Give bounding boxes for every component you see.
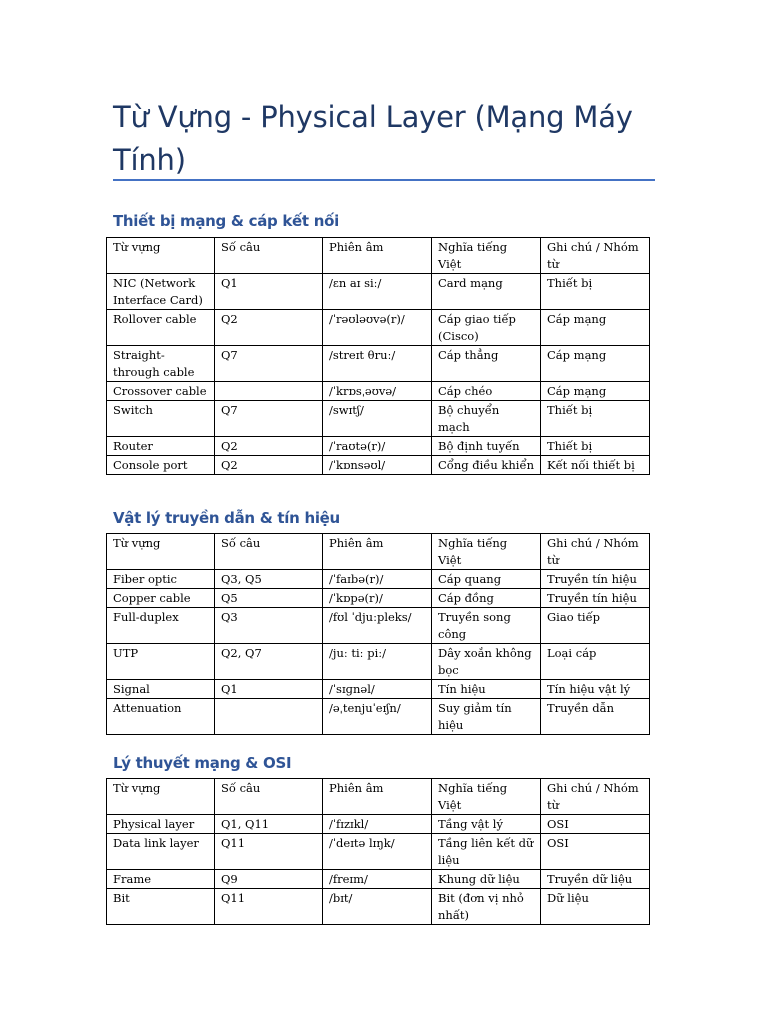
vocab-table-devices	[106, 237, 650, 475]
cell-vietnamese-meaning: Tín hiệu	[432, 680, 541, 699]
vocab-table-transmission	[106, 533, 650, 735]
cell-question-number: Q2, Q7	[215, 644, 323, 680]
cell-pronunciation: /ˈkɒpə(r)/	[323, 589, 432, 608]
cell-vietnamese-meaning: Bộ định tuyến	[432, 437, 541, 456]
cell-term: Router	[107, 437, 215, 456]
cell-vietnamese-meaning: Cáp thẳng	[432, 346, 541, 382]
table-row	[107, 644, 650, 680]
header-cell-question-number: Số câu	[215, 238, 323, 274]
page-title: Từ Vựng - Physical Layer (Mạng Máy Tính)	[113, 100, 633, 177]
cell-question-number	[215, 699, 323, 735]
cell-term: UTP	[107, 644, 215, 680]
title-underline	[113, 179, 655, 181]
table-row	[107, 699, 650, 735]
cell-note-group: Truyền tín hiệu	[541, 589, 650, 608]
cell-term: Rollover cable	[107, 310, 215, 346]
table-row	[107, 456, 650, 475]
cell-term: Switch	[107, 401, 215, 437]
cell-term: Fiber optic	[107, 570, 215, 589]
header-cell-term: Từ vựng	[107, 238, 215, 274]
header-cell-question-number: Số câu	[215, 779, 323, 815]
cell-vietnamese-meaning: Truyền song công	[432, 608, 541, 644]
cell-question-number: Q11	[215, 889, 323, 925]
cell-term: Signal	[107, 680, 215, 699]
cell-note-group: Loại cáp	[541, 644, 650, 680]
header-cell-question-number: Số câu	[215, 534, 323, 570]
header-cell-term: Từ vựng	[107, 534, 215, 570]
cell-pronunciation: /streɪt θruː/	[323, 346, 432, 382]
cell-term: NIC (Network Interface Card)	[107, 274, 215, 310]
header-cell-vietnamese-meaning: Nghĩa tiếng Việt	[432, 779, 541, 815]
table-row	[107, 382, 650, 401]
cell-pronunciation: /freɪm/	[323, 870, 432, 889]
cell-vietnamese-meaning: Cáp đồng	[432, 589, 541, 608]
cell-pronunciation: /swɪtʃ/	[323, 401, 432, 437]
cell-question-number: Q11	[215, 834, 323, 870]
cell-vietnamese-meaning: Suy giảm tín hiệu	[432, 699, 541, 735]
cell-pronunciation: /bɪt/	[323, 889, 432, 925]
cell-note-group: Cáp mạng	[541, 382, 650, 401]
table-row	[107, 870, 650, 889]
table-row	[107, 834, 650, 870]
cell-pronunciation: /ˈfɪzɪkl/	[323, 815, 432, 834]
cell-vietnamese-meaning: Cáp chéo	[432, 382, 541, 401]
cell-term: Bit	[107, 889, 215, 925]
cell-vietnamese-meaning: Cáp giao tiếp (Cisco)	[432, 310, 541, 346]
cell-question-number	[215, 382, 323, 401]
cell-question-number: Q5	[215, 589, 323, 608]
section-heading-devices: Thiết bị mạng & cáp kết nối	[113, 212, 339, 230]
cell-vietnamese-meaning: Card mạng	[432, 274, 541, 310]
table-row	[107, 570, 650, 589]
cell-question-number: Q1, Q11	[215, 815, 323, 834]
cell-vietnamese-meaning: Bit (đơn vị nhỏ nhất)	[432, 889, 541, 925]
header-cell-term: Từ vựng	[107, 779, 215, 815]
cell-note-group: Truyền dẫn	[541, 699, 650, 735]
cell-note-group: Kết nối thiết bị	[541, 456, 650, 475]
table-row	[107, 815, 650, 834]
cell-question-number: Q9	[215, 870, 323, 889]
table-header-row	[107, 534, 650, 570]
cell-note-group: Cáp mạng	[541, 310, 650, 346]
cell-question-number: Q2	[215, 456, 323, 475]
header-cell-pronunciation: Phiên âm	[323, 779, 432, 815]
cell-term: Console port	[107, 456, 215, 475]
cell-pronunciation: /ˈfaɪbə(r)/	[323, 570, 432, 589]
cell-pronunciation: /ɛn aɪ siː/	[323, 274, 432, 310]
cell-pronunciation: /ˈsɪɡnəl/	[323, 680, 432, 699]
cell-term: Physical layer	[107, 815, 215, 834]
table-row	[107, 310, 650, 346]
cell-pronunciation: /əˌtenjuˈeɪʃn/	[323, 699, 432, 735]
cell-vietnamese-meaning: Dây xoắn không bọc	[432, 644, 541, 680]
cell-question-number: Q2	[215, 437, 323, 456]
cell-term: Straight-through cable	[107, 346, 215, 382]
section-heading-osi: Lý thuyết mạng & OSI	[113, 754, 292, 772]
cell-note-group: OSI	[541, 815, 650, 834]
cell-note-group: Thiết bị	[541, 401, 650, 437]
cell-question-number: Q2	[215, 310, 323, 346]
cell-question-number: Q1	[215, 274, 323, 310]
cell-note-group: Truyền tín hiệu	[541, 570, 650, 589]
cell-note-group: Thiết bị	[541, 437, 650, 456]
cell-note-group: Tín hiệu vật lý	[541, 680, 650, 699]
cell-vietnamese-meaning: Cáp quang	[432, 570, 541, 589]
cell-term: Frame	[107, 870, 215, 889]
cell-question-number: Q1	[215, 680, 323, 699]
cell-pronunciation: /juː tiː piː/	[323, 644, 432, 680]
cell-pronunciation: /ˈrəʊləʊvə(r)/	[323, 310, 432, 346]
cell-vietnamese-meaning: Tầng vật lý	[432, 815, 541, 834]
cell-term: Copper cable	[107, 589, 215, 608]
cell-pronunciation: /ˈraʊtə(r)/	[323, 437, 432, 456]
cell-vietnamese-meaning: Bộ chuyển mạch	[432, 401, 541, 437]
vocab-table-osi	[106, 778, 650, 925]
cell-term: Full-duplex	[107, 608, 215, 644]
cell-note-group: Truyền dữ liệu	[541, 870, 650, 889]
table-header-row	[107, 779, 650, 815]
table-header-row	[107, 238, 650, 274]
table-row	[107, 346, 650, 382]
cell-vietnamese-meaning: Khung dữ liệu	[432, 870, 541, 889]
cell-note-group: Cáp mạng	[541, 346, 650, 382]
header-cell-note-group: Ghi chú / Nhóm từ	[541, 779, 650, 815]
cell-pronunciation: /ˈkrɒsˌəʊvə/	[323, 382, 432, 401]
cell-pronunciation: /fʊl ˈdjuːpleks/	[323, 608, 432, 644]
header-cell-pronunciation: Phiên âm	[323, 238, 432, 274]
cell-question-number: Q7	[215, 346, 323, 382]
table-row	[107, 437, 650, 456]
cell-term: Data link layer	[107, 834, 215, 870]
header-cell-vietnamese-meaning: Nghĩa tiếng Việt	[432, 238, 541, 274]
cell-term: Attenuation	[107, 699, 215, 735]
table-row	[107, 589, 650, 608]
cell-vietnamese-meaning: Tầng liên kết dữ liệu	[432, 834, 541, 870]
section-heading-transmission: Vật lý truyền dẫn & tín hiệu	[113, 509, 340, 527]
table-row	[107, 608, 650, 644]
cell-question-number: Q3	[215, 608, 323, 644]
header-cell-vietnamese-meaning: Nghĩa tiếng Việt	[432, 534, 541, 570]
cell-note-group: Dữ liệu	[541, 889, 650, 925]
cell-pronunciation: /ˈdeɪtə lɪŋk/	[323, 834, 432, 870]
table-row	[107, 274, 650, 310]
cell-term: Crossover cable	[107, 382, 215, 401]
table-row	[107, 889, 650, 925]
cell-note-group: OSI	[541, 834, 650, 870]
header-cell-pronunciation: Phiên âm	[323, 534, 432, 570]
cell-question-number: Q3, Q5	[215, 570, 323, 589]
cell-vietnamese-meaning: Cổng điều khiển	[432, 456, 541, 475]
header-cell-note-group: Ghi chú / Nhóm từ	[541, 238, 650, 274]
cell-note-group: Giao tiếp	[541, 608, 650, 644]
cell-note-group: Thiết bị	[541, 274, 650, 310]
cell-question-number: Q7	[215, 401, 323, 437]
table-row	[107, 401, 650, 437]
header-cell-note-group: Ghi chú / Nhóm từ	[541, 534, 650, 570]
table-row	[107, 680, 650, 699]
cell-pronunciation: /ˈkɒnsəʊl/	[323, 456, 432, 475]
